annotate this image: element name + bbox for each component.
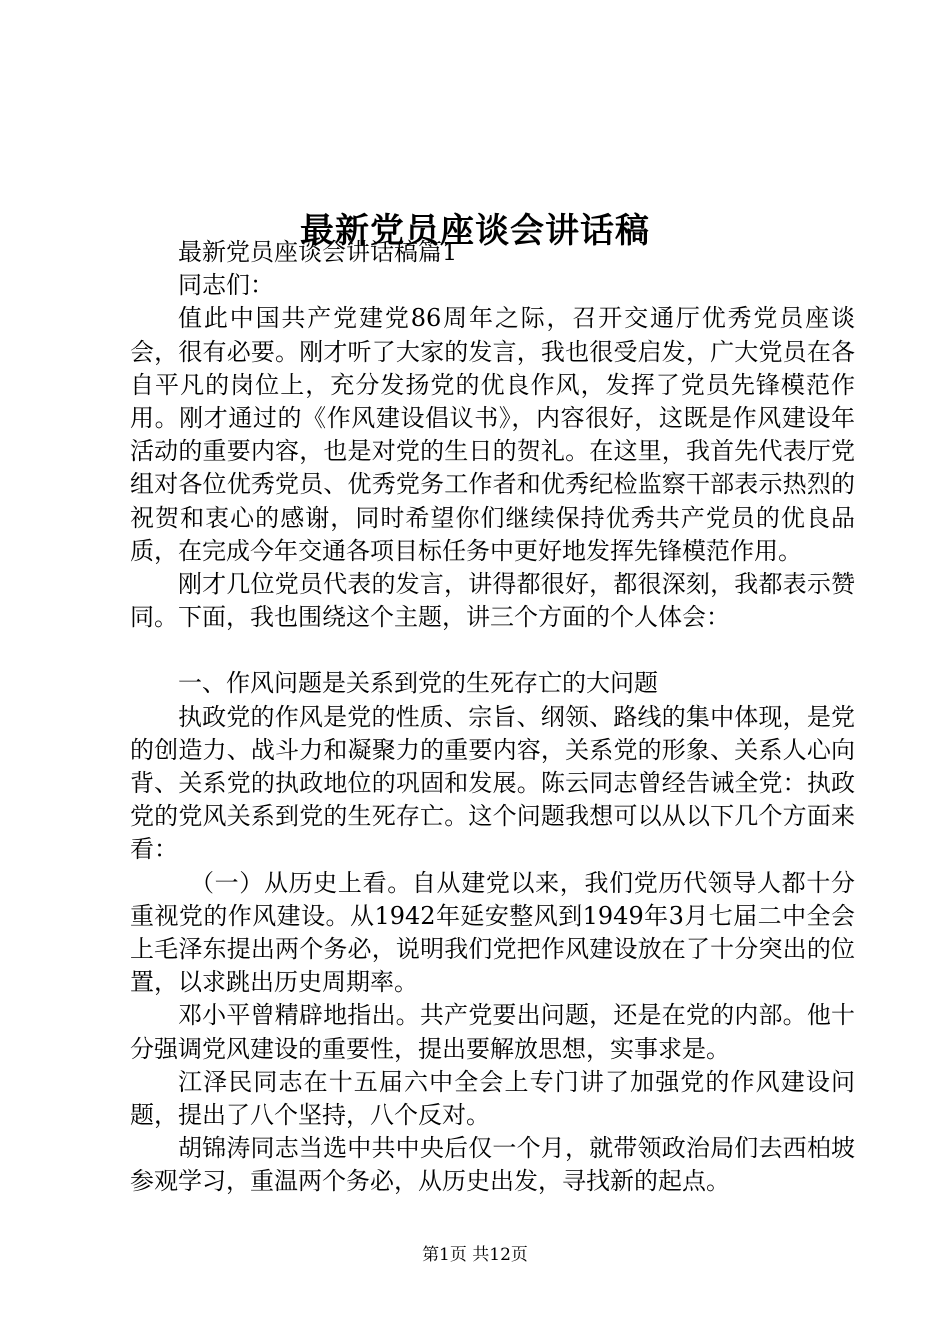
salutation: 同志们：	[178, 271, 274, 300]
subsection-heading: 一、作风问题是关系到党的生死存亡的大问题	[178, 669, 658, 698]
document-title: 最新党员座谈会讲话稿	[300, 210, 650, 251]
body-paragraph: 值此中国共产党建党86周年之际，召开交通厅优秀党员座谈会，很有必要。刚才听了大家的发言，我也很受启发，广大党员在各自平凡的岗位上，充分发扬党的优良作风，发挥了党员先锋模范作用。刚才通过的《作风建设倡议书》，内容很好，这既是作风建设年活动的重要内容，也是对党的生日的贺礼。在这里，我首先代表厅党组对各位优秀党员、优秀党务工作者和优秀纪检监察干部表示热烈的祝贺和衷心的感谢，同时希望你们继续保持优秀共产党员的优良品质，在完成今年交通各项目标任务中更好地发挥先锋模范作用。	[130, 304, 855, 565]
body-paragraph: 胡锦涛同志当选中共中央后仅一个月，就带领政治局们去西柏坡参观学习，重温两个务必，从历史出发，寻找新的起点。	[130, 1134, 855, 1196]
document-body	[130, 236, 855, 1199]
body-paragraph: 江泽民同志在十五届六中全会上专门讲了加强党的作风建设问题，提出了八个坚持，八个反对。	[130, 1067, 855, 1130]
page-footer: 第1页 共12页	[422, 1245, 528, 1265]
body-paragraph: （一）从历史上看。自从建党以来，我们党历代领导人都十分重视党的作风建设。从1942年延安整风到1949年3月七届二中全会上毛泽东提出两个务必，说明我们党把作风建设放在了十分突出的位置，以求跳出历史周期率。	[130, 868, 855, 997]
body-paragraph: 邓小平曾精辟地指出。共产党要出问题，还是在党的内部。他十分强调党风建设的重要性，提出要解放思想，实事求是。	[130, 1001, 855, 1063]
body-paragraph: 刚才几位党员代表的发言，讲得都很好，都很深刻，我都表示赞同。下面，我也围绕这个主题，讲三个方面的个人体会：	[130, 570, 855, 632]
body-paragraph: 执政党的作风是党的性质、宗旨、纲领、路线的集中体现，是党的创造力、战斗力和凝聚力的重要内容，关系党的形象、关系人心向背、关系党的执政地位的巩固和发展。陈云同志曾经告诫全党：执政党的党风关系到党的生死存亡。这个问题我想可以从以下几个方面来看：	[130, 702, 855, 864]
section-heading: 最新党员座谈会讲话稿篇1	[178, 238, 458, 266]
